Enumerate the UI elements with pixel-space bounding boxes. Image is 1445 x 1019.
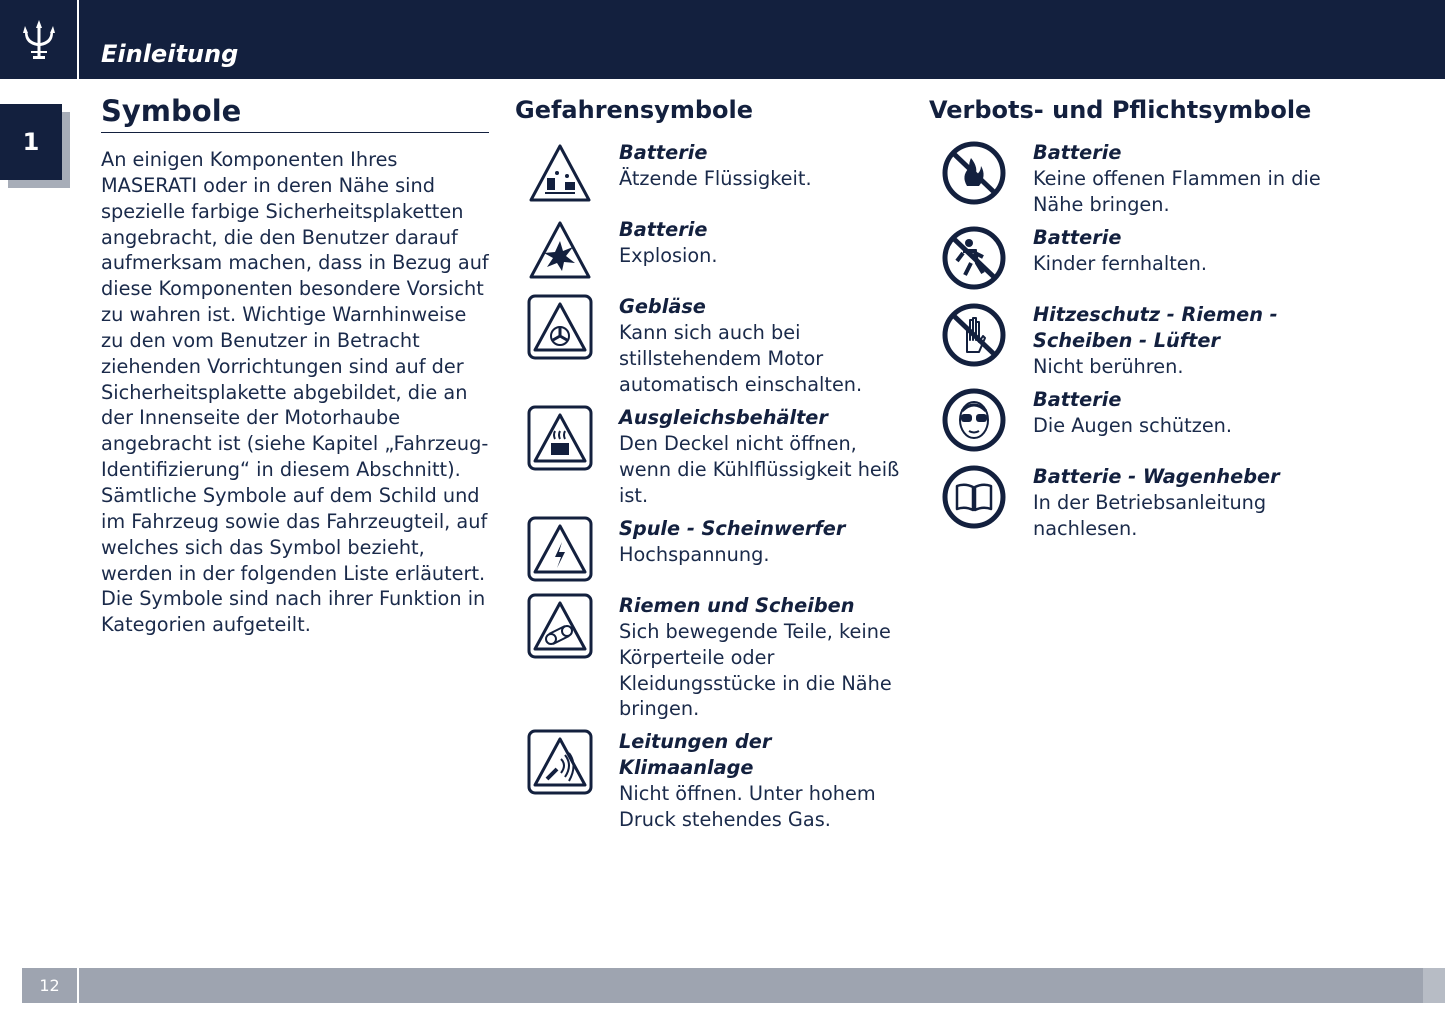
high-voltage-warning-icon (527, 516, 593, 582)
hazard-item-desc: Den Deckel nicht öffnen, wenn die Kühlflüssigkeit heiß ist. (619, 431, 900, 507)
chapter-number: 1 (22, 128, 40, 156)
hazard-item-title: Riemen und Scheiben (619, 594, 855, 617)
page-footer (22, 968, 1423, 1003)
page-title: Symbole (101, 92, 489, 133)
hazard-item-title: Batterie (619, 141, 708, 164)
prohibition-item-title: Hitzeschutz - Riemen - Scheiben - Lüfter (1033, 303, 1278, 352)
intro-paragraph-2: Sämtliche Symbole auf dem Schild und im Fahrzeug sowie das Fahrzeugteil, auf welches sich das Symbol bezieht, werden in der folgenden Liste erläutert. Die Symbole sind nach ihrer Funktion in Kategorien aufgeteilt. (101, 483, 488, 637)
no-open-flame-icon (941, 140, 1007, 206)
prohibition-item-title: Batterie (1033, 226, 1122, 249)
hazard-symbols-heading: Gefahrensymbole (515, 96, 754, 124)
chapter-tab (0, 104, 62, 180)
eye-protection-icon (941, 387, 1007, 453)
prohibition-item-title: Batterie (1033, 141, 1122, 164)
prohibition-item-title: Batterie (1033, 388, 1122, 411)
prohibition-symbols-heading: Verbots- und Pflichtsymbole (929, 96, 1312, 124)
prohibition-item-desc: Nicht berühren. (1033, 354, 1184, 378)
section-title: Einleitung (101, 40, 239, 68)
prohibition-item-desc: In der Betriebsanleitung nachlesen. (1033, 490, 1267, 540)
hazard-item-desc: Sich bewegende Teile, keine Körperteile oder Kleidungsstücke in die Nähe bringen. (619, 619, 892, 721)
fan-warning-icon (527, 294, 593, 360)
prohibition-symbols-column (929, 92, 1349, 540)
trident-icon (0, 0, 77, 79)
hazard-item-title: Gebläse (619, 295, 706, 318)
page-number: 12 (39, 976, 60, 995)
prohibition-item-desc: Kinder fernhalten. (1033, 251, 1208, 275)
hazard-item-title: Ausgleichsbehälter (619, 406, 828, 429)
hazard-symbols-column (515, 92, 915, 831)
hazard-item-desc: Kann sich auch bei stillstehendem Motor automatisch einschalten. (619, 320, 863, 396)
footer-divider (77, 968, 79, 1003)
corrosive-liquid-warning-icon (527, 140, 593, 206)
header-divider (77, 0, 79, 79)
prohibition-item-desc: Die Augen schützen. (1033, 413, 1233, 437)
hazard-item-desc: Explosion. (619, 243, 718, 267)
hazard-item-title: Batterie (619, 218, 708, 241)
prohibition-item-title: Batterie - Wagenheber (1033, 465, 1280, 488)
intro-column (101, 92, 489, 638)
page-header (0, 0, 1445, 79)
footer-end-block (1423, 968, 1445, 1003)
hot-coolant-warning-icon (527, 405, 593, 471)
prohibition-item-desc: Keine offenen Flammen in die Nähe bringen. (1033, 166, 1321, 216)
read-manual-icon (941, 464, 1007, 530)
explosion-warning-icon (527, 217, 593, 283)
pressurized-gas-warning-icon (527, 729, 593, 795)
do-not-touch-icon (941, 302, 1007, 368)
hazard-item-desc: Nicht öffnen. Unter hohem Druck stehendes Gas. (619, 781, 876, 831)
intro-paragraph-1: An einigen Komponenten Ihres MASERATI oder in deren Nähe sind spezielle farbige Sicherheitsplaketten angebracht, die den Benutzer darauf aufmerksam machen, dass in Bezug auf diese Komponenten besondere Vorsicht zu wahren ist. Wichtige Warnhinweise zu den vom Benutzer in Betracht ziehenden Vorrichtungen sind auf der Sicherheitsplakette abgebildet, die an der Innenseite der Motorhaube angebracht ist (siehe Kapitel „Fahrzeug-Identifizierung“ in diesem Abschnitt). (101, 148, 489, 482)
hazard-item-title: Leitungen der Klimaanlage (619, 730, 772, 779)
hazard-item-desc: Hochspannung. (619, 542, 770, 566)
hazard-item-desc: Ätzende Flüssigkeit. (619, 166, 812, 190)
keep-children-away-icon (941, 225, 1007, 291)
hazard-item-title: Spule - Scheinwerfer (619, 517, 846, 540)
moving-belt-warning-icon (527, 593, 593, 659)
